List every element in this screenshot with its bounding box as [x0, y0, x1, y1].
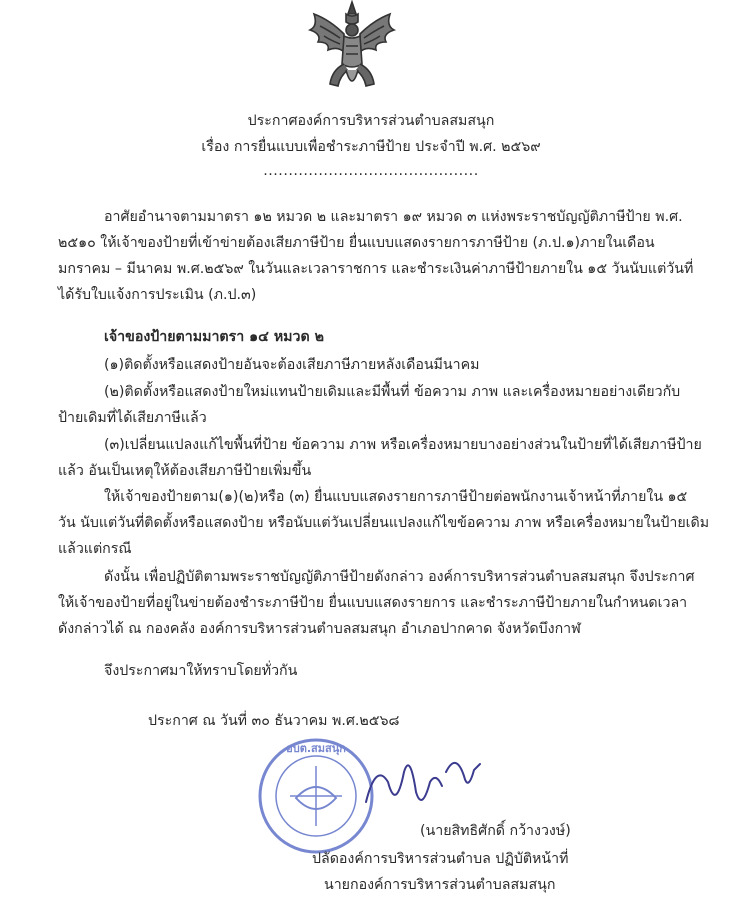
para2-line-3: แล้วแต่กรณี: [58, 541, 132, 557]
header-divider: ...........................................: [263, 163, 479, 179]
date-line: ประกาศ ณ วันที่ ๓๐ ธันวาคม พ.ศ.๒๕๖๘: [148, 713, 400, 729]
garuda-emblem-icon: [300, 0, 404, 96]
list-item: (๓)เปลี่ยนแปลงแก้ไขพื้นที่ป้าย ข้อความ ภาพ หรือเครื่องหมายบางอย่างส่วนในป้ายที่ได้เสียภาษีป้าย: [104, 437, 702, 453]
para3-line-3: ดังกล่าวได้ ณ กองคลัง องค์การบริหารส่วนตำบลสมสนุก อำเภอปากคาด จังหวัดบึงกาฬ: [58, 621, 581, 637]
para2-line-1: ให้เจ้าของป้ายตาม(๑)(๒)หรือ (๓) ยื่นแบบแสดงรายการภาษีป้ายต่อพนักงานเจ้าหน้าที่ภายใน ๑๕: [104, 489, 688, 505]
para2-line-2: วัน นับแต่วันที่ติดตั้งหรือแสดงป้าย หรือนับแต่วันเปลี่ยนแปลงแก้ไขข้อความ ภาพ หรือเครื่องหมายในป้ายเดิม: [58, 515, 710, 531]
signatory-position-2: นายกองค์การบริหารส่วนตำบลสมสนุก: [324, 877, 556, 893]
list-item-continuation: ป้ายเดิมที่ได้เสียภาษีแล้ว: [58, 410, 207, 426]
para3-line-1: ดังนั้น เพื่อปฏิบัติตามพระราชบัญญัติภาษีป้ายดังกล่าว องค์การบริหารส่วนตำบลสมสนุก จึงประกาศ: [104, 569, 695, 585]
subject-line: เรื่อง การยื่นแบบเพื่อชำระภาษีป้าย ประจำปี พ.ศ. ๒๕๖๙: [201, 139, 541, 155]
list-item: (๑)ติดตั้งหรือแสดงป้ายอันจะต้องเสียภาษีภายหลังเดือนมีนาคม: [104, 357, 480, 373]
announcement-title: ประกาศองค์การบริหารส่วนตำบลสมสนุก: [247, 113, 495, 129]
intro-line-4: ได้รับใบแจ้งการประเมิน (ภ.ป.๓): [58, 287, 257, 303]
signatory-position-1: ปลัดองค์การบริหารส่วนตำบล ปฏิบัติหน้าที่: [312, 851, 569, 867]
list-item-continuation: แล้ว อันเป็นเหตุให้ต้องเสียภาษีป้ายเพิ่มขึ้น: [58, 463, 312, 479]
stamp-text: อบต.สมสนุก: [286, 742, 346, 755]
intro-line-1: อาศัยอำนาจตามมาตรา ๑๒ หมวด ๒ และมาตรา ๑๙ หมวด ๓ แห่งพระราชบัญญัติภาษีป้าย พ.ศ.: [104, 209, 683, 225]
signatory-name: (นายสิทธิศักดิ์ กว้างวงษ์): [420, 823, 571, 839]
para3-line-2: ให้เจ้าของป้ายที่อยู่ในข่ายต้องชำระภาษีป้าย ยื่นแบบแสดงรายการ และชำระภาษีป้ายภายในกำหนดเวลา: [58, 595, 688, 611]
section-heading: เจ้าของป้ายตามมาตรา ๑๔ หมวด ๒: [104, 329, 325, 345]
list-item: (๒)ติดตั้งหรือแสดงป้ายใหม่แทนป้ายเดิมและมีพื้นที่ ข้อความ ภาพ และเครื่องหมายอย่างเดียวกับ: [104, 384, 681, 400]
closing-line: จึงประกาศมาให้ทราบโดยทั่วกัน: [104, 663, 298, 679]
handwritten-signature-icon: [356, 742, 486, 822]
intro-line-2: ๒๕๑๐ ให้เจ้าของป้ายที่เข้าข่ายต้องเสียภาษีป้าย ยื่นแบบแสดงรายการภาษีป้าย (ภ.ป.๑)ภายในเดือน: [58, 235, 655, 251]
intro-line-3: มกราคม – มีนาคม พ.ศ.๒๕๖๙ ในวันและเวลาราชการ และชำระเงินค่าภาษีป้ายภายใน ๑๕ วันนับแต่วันที่: [58, 261, 694, 277]
